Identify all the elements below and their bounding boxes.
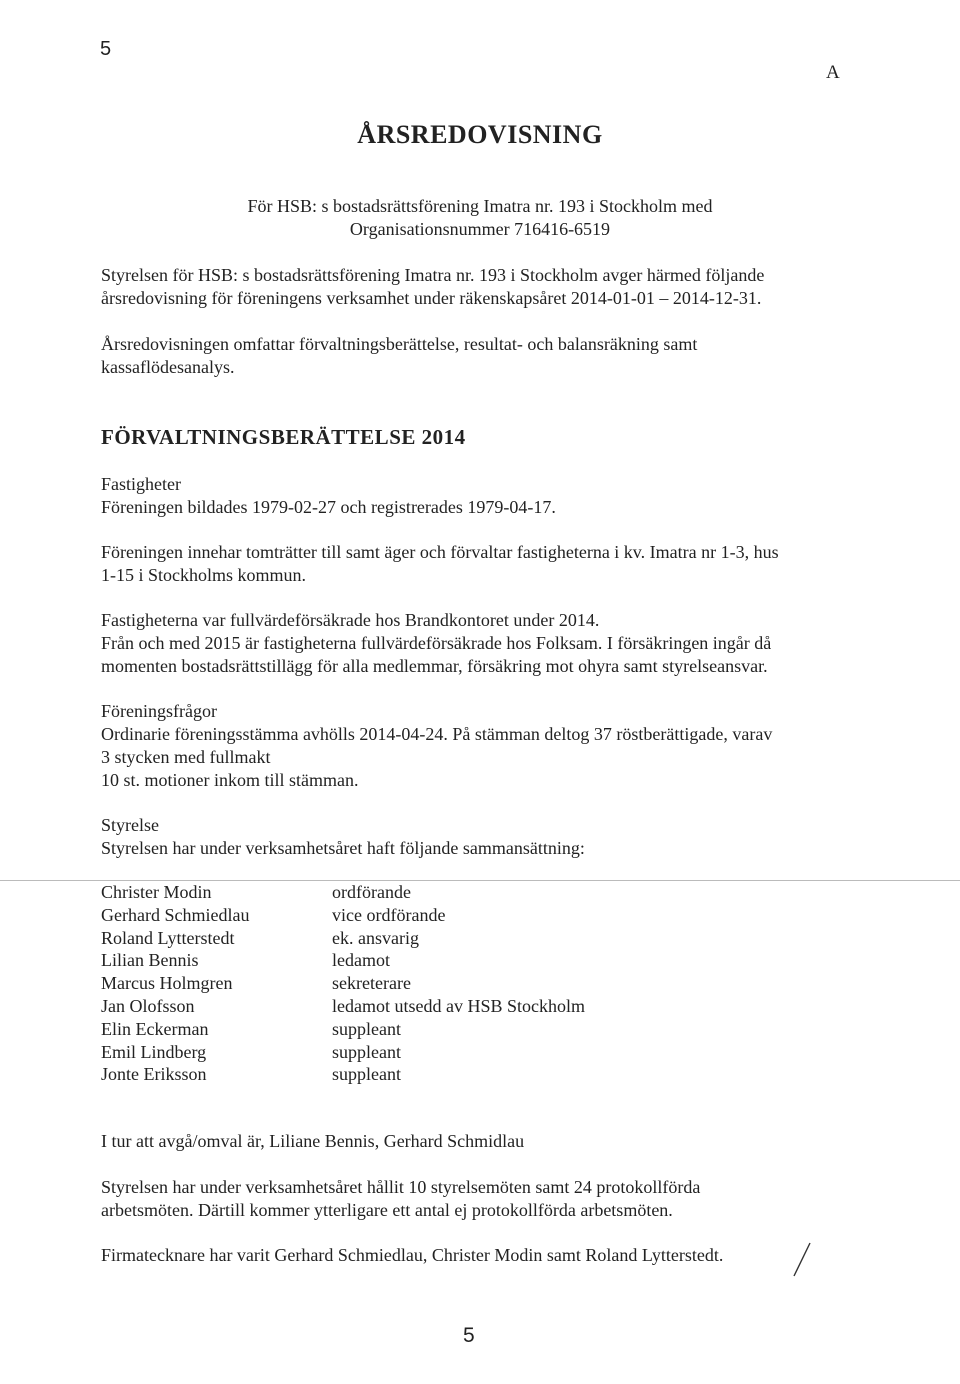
foreningsfragor-heading: Föreningsfrågor: [101, 701, 217, 721]
member-role: suppleant: [332, 1042, 401, 1062]
section-heading: FÖRVALTNINGSBERÄTTELSE 2014: [101, 425, 466, 449]
para2-line-2: kassaflödesanalys.: [101, 357, 235, 377]
intro-line-1: För HSB: s bostadsrättsförening Imatra nr. 193 i Stockholm med: [247, 196, 713, 216]
member-role: sekreterare: [332, 973, 411, 993]
member-name: Christer Modin: [101, 882, 212, 902]
fastigheter-line-5: Från och med 2015 är fastigheterna fullvärdeförsäkrade hos Folksam. I försäkringen ingår då: [101, 633, 772, 653]
page-number-bottom: 5: [463, 1324, 475, 1347]
member-name: Lilian Bennis: [101, 950, 199, 970]
member-role: ordförande: [332, 882, 411, 902]
signature-mark: [788, 1240, 814, 1280]
member-role: suppleant: [332, 1064, 401, 1084]
member-name: Jonte Eriksson: [101, 1064, 207, 1084]
para1-line-1: Styrelsen för HSB: s bostadsrättsförening Imatra nr. 193 i Stockholm avger härmed följande: [101, 265, 765, 285]
moten-line-2: arbetsmöten. Därtill kommer ytterligare ett antal ej protokollförda arbetsmöten.: [101, 1200, 673, 1220]
member-role: vice ordförande: [332, 905, 446, 925]
avgang-text: I tur att avgå/omval är, Liliane Bennis, Gerhard Schmidlau: [101, 1131, 525, 1151]
firmatecknare-text: Firmatecknare har varit Gerhard Schmiedlau, Christer Modin samt Roland Lytterstedt.: [101, 1245, 724, 1265]
member-role: ledamot utsedd av HSB Stockholm: [332, 996, 585, 1016]
fastigheter-line-4: Fastigheterna var fullvärdeförsäkrade hos Brandkontoret under 2014.: [101, 610, 600, 630]
document-title: ÅRSREDOVISNING: [357, 120, 603, 149]
member-name: Jan Olofsson: [101, 996, 195, 1016]
para2-line-1: Årsredovisningen omfattar förvaltningsberättelse, resultat- och balansräkning samt: [101, 334, 698, 354]
para1-line-2: årsredovisning för föreningens verksamhet under räkenskapsåret 2014-01-01 – 2014-12-31.: [101, 288, 762, 308]
member-name: Marcus Holmgren: [101, 973, 233, 993]
foreningsfragor-line-1: Ordinarie föreningsstämma avhölls 2014-04-24. På stämman deltog 37 röstberättigade, varav: [101, 724, 773, 744]
member-name: Elin Eckerman: [101, 1019, 209, 1039]
member-role: ledamot: [332, 950, 390, 970]
styrelse-heading: Styrelse: [101, 815, 159, 835]
fastigheter-line-3: 1-15 i Stockholms kommun.: [101, 565, 307, 585]
page-number-top: 5: [100, 38, 112, 60]
member-name: Emil Lindberg: [101, 1042, 207, 1062]
fastigheter-line-6: momenten bostadsrättstillägg för alla medlemmar, försäkring mot ohyra samt styrelseansvar.: [101, 656, 768, 676]
intro-line-2: Organisationsnummer 716416-6519: [349, 219, 611, 239]
styrelse-intro: Styrelsen har under verksamhetsåret haft följande sammansättning:: [101, 838, 585, 858]
corner-letter: A: [826, 62, 840, 83]
foreningsfragor-line-3: 10 st. motioner inkom till stämman.: [101, 770, 359, 790]
fastigheter-line-1: Föreningen bildades 1979-02-27 och registrerades 1979-04-17.: [101, 497, 556, 517]
member-role: suppleant: [332, 1019, 401, 1039]
member-name: Gerhard Schmiedlau: [101, 905, 250, 925]
member-role: ek. ansvarig: [332, 928, 419, 948]
member-name: Roland Lytterstedt: [101, 928, 235, 948]
fastigheter-line-2: Föreningen innehar tomträtter till samt äger och förvaltar fastigheterna i kv. Imatra nr 1-3, hus: [101, 542, 779, 562]
moten-line-1: Styrelsen har under verksamhetsåret hållit 10 styrelsemöten samt 24 protokollförda: [101, 1177, 701, 1197]
foreningsfragor-line-2: 3 stycken med fullmakt: [101, 747, 271, 767]
fastigheter-heading: Fastigheter: [101, 474, 181, 494]
